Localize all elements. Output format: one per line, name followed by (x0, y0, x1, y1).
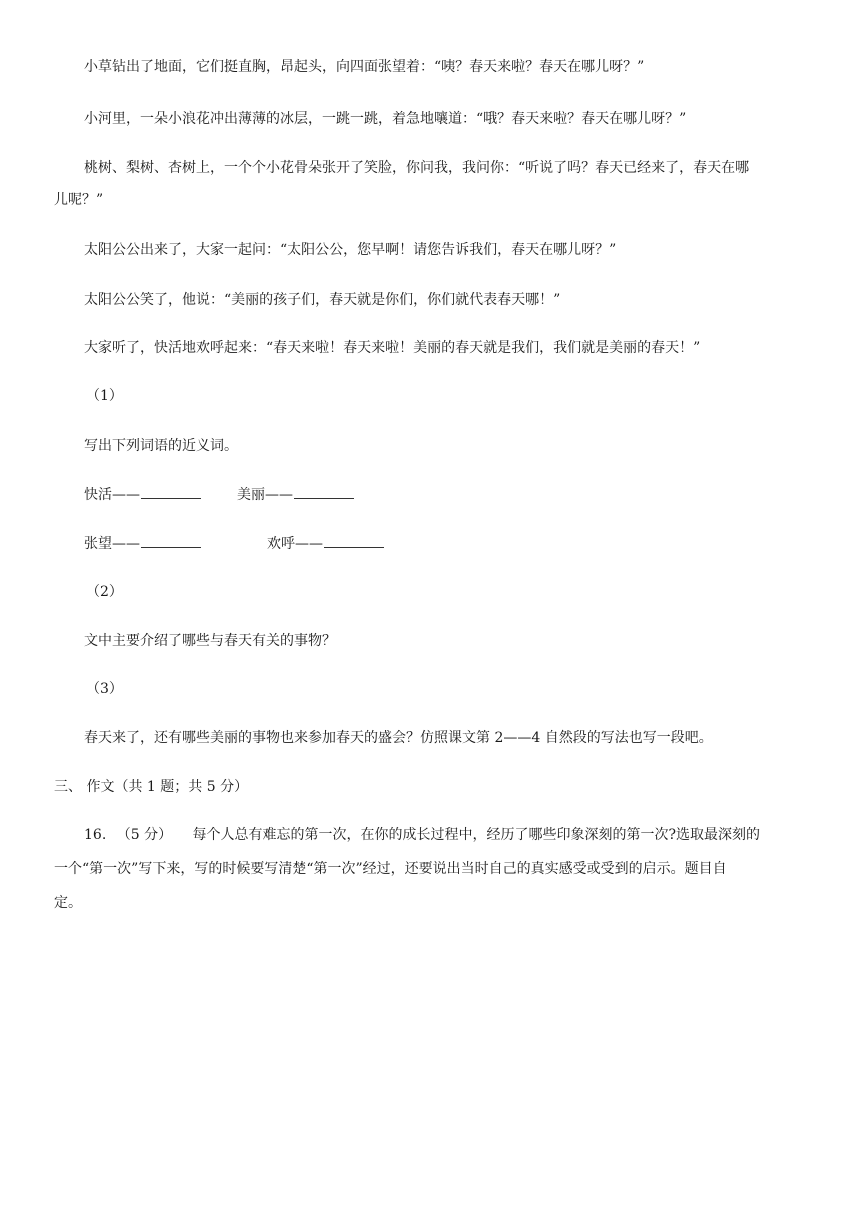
synonym-word: 快活—— (84, 487, 140, 503)
question-2-prompt: 文中主要介绍了哪些与春天有关的事物？ (84, 633, 336, 649)
synonym-item-kuaihuo (84, 484, 201, 505)
question-16-score: （5 分） (116, 827, 173, 843)
passage-paragraph-1: 小草钻出了地面，它们挺直胸，昂起头，向四面张望着：“咦？春天来啦？春天在哪儿呀？” (84, 59, 645, 75)
question-16-line2: 一个“第一次”写下来，写的时候要写清楚“第一次”经过，还要说出当时自己的真实感受或受到的启示。题目自 (54, 861, 727, 877)
synonym-word: 美丽—— (237, 487, 293, 503)
question-2-number: （2） (86, 584, 123, 600)
passage-paragraph-3-line2: 儿呢？” (54, 192, 104, 208)
section-3-heading: 三、 作文（共 1 题；共 5 分） (54, 779, 249, 795)
passage-paragraph-6: 大家听了，快活地欢呼起来：“春天来啦！春天来啦！美丽的春天就是我们，我们就是美丽的春天！” (84, 340, 701, 356)
question-3-number: （3） (86, 681, 123, 697)
question-16-line1 (84, 825, 760, 845)
answer-blank[interactable] (294, 484, 354, 499)
synonym-word: 张望—— (84, 536, 140, 552)
passage-paragraph-3-line1: 桃树、梨树、杏树上，一个个小花骨朵张开了笑脸，你问我，我问你：“听说了吗？春天已经来了，春天在哪 (84, 160, 750, 176)
synonym-word: 欢呼—— (267, 536, 323, 552)
passage-paragraph-5: 太阳公公笑了，他说：“美丽的孩子们，春天就是你们，你们就代表春天哪！” (84, 292, 561, 308)
question-1-number: （1） (86, 388, 123, 404)
answer-blank[interactable] (324, 533, 384, 548)
synonym-item-zhangwang (84, 533, 201, 554)
question-1-prompt: 写出下列词语的近义词。 (84, 438, 238, 454)
question-16-line3: 定。 (54, 895, 82, 911)
question-16-prompt: 每个人总有难忘的第一次，在你的成长过程中，经历了哪些印象深刻的第一次?选取最深刻的 (192, 827, 761, 843)
question-16-number: 16. (84, 827, 107, 843)
answer-blank[interactable] (141, 484, 201, 499)
passage-paragraph-4: 太阳公公出来了，大家一起问：“太阳公公，您早啊！请您告诉我们，春天在哪儿呀？” (84, 242, 617, 258)
answer-blank[interactable] (141, 533, 201, 548)
synonym-item-huanhu (267, 533, 384, 554)
synonym-item-meili (237, 484, 354, 505)
question-3-prompt: 春天来了，还有哪些美丽的事物也来参加春天的盛会？仿照课文第 2——4 自然段的写法也写一段吧。 (84, 730, 713, 746)
passage-paragraph-2: 小河里，一朵小浪花冲出薄薄的冰层，一跳一跳，着急地嚷道：“哦？春天来啦？春天在哪儿呀？” (84, 111, 687, 127)
